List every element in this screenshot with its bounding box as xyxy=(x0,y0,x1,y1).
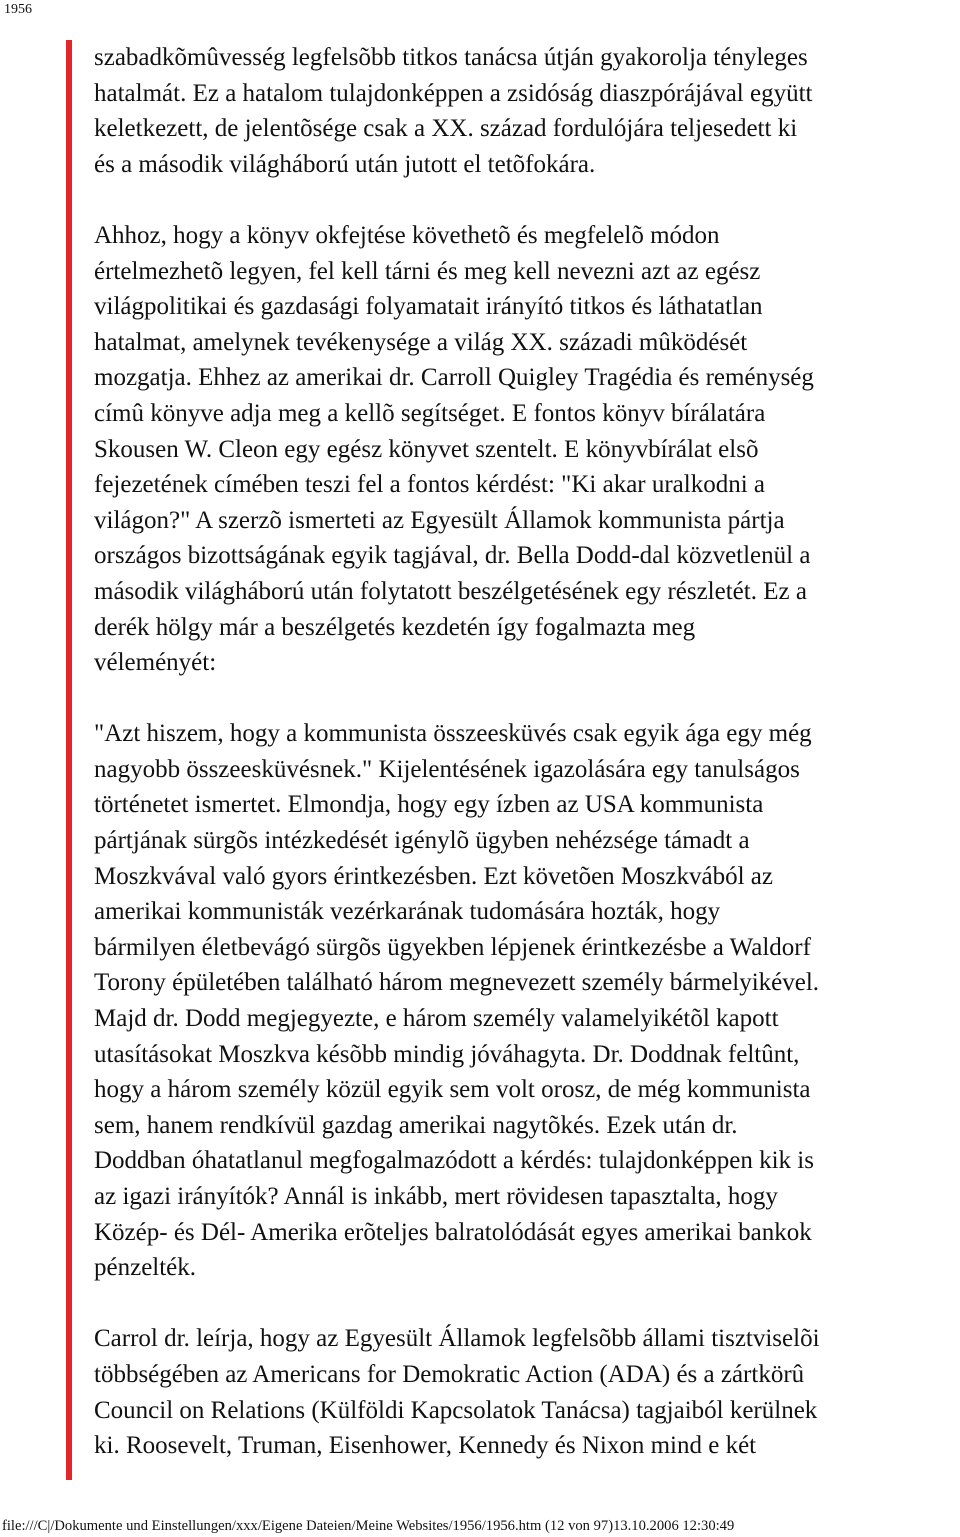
page-header-title: 1956 xyxy=(4,2,32,17)
text-line: sem, hanem rendkívül gazdag amerikai nagytõkés. Ezek után dr. xyxy=(94,1111,738,1139)
text-line: országos bizottságának egyik tagjával, dr. Bella Dodd-dal közvetlenül a xyxy=(94,542,811,570)
text-line: Ahhoz, hogy a könyv okfejtése követhetõ és megfelelõ módon xyxy=(94,221,720,249)
text-line: világpolitikai és gazdasági folyamatait irányító titkos és láthatatlan xyxy=(94,293,763,321)
text-line: véleményét: xyxy=(94,649,217,677)
text-line: Doddban óhatatlanul megfogalmazódott a kérdés: tulajdonképpen kik is xyxy=(94,1147,814,1175)
text-line: Torony épületében található három megnevezett személy bármelyikével. xyxy=(94,969,820,997)
margin-rule xyxy=(66,40,72,1480)
text-line: "Azt hiszem, hogy a kommunista összeesküvés csak egyik ága egy még xyxy=(94,720,812,748)
text-line: bármilyen életbevágó sürgõs ügyekben lépjenek érintkezésbe a Waldorf xyxy=(94,933,811,961)
text-line: Moszkvával való gyors érintkezésben. Ezt követõen Moszkvából az xyxy=(94,862,773,890)
paragraph-2 xyxy=(94,218,956,681)
text-line: Majd dr. Dodd megjegyezte, e három személy valamelyikétõl kapott xyxy=(94,1005,779,1033)
paragraph-1 xyxy=(94,40,956,182)
text-line: pártjának sürgõs intézkedését igénylõ ügyben nehézsége támadt a xyxy=(94,827,750,855)
text-line: címû könyve adja meg a kellõ segítséget. E fontos könyv bírálatára xyxy=(94,399,766,427)
document-body xyxy=(94,40,956,1499)
text-line: mozgatja. Ehhez az amerikai dr. Carroll Quigley Tragédia és reménység xyxy=(94,364,814,392)
text-line: ki. Roosevelt, Truman, Eisenhower, Kennedy és Nixon mind e két xyxy=(94,1432,757,1460)
text-line: hogy a három személy közül egyik sem volt orosz, de még kommunista xyxy=(94,1076,811,1104)
text-line: utasításokat Moszkva késõbb mindig jóváhagyta. Dr. Doddnak feltûnt, xyxy=(94,1040,800,1068)
paragraph-3 xyxy=(94,716,956,1286)
text-line: Council on Relations (Külföldi Kapcsolatok Tanácsa) tagjaiból kerülnek xyxy=(94,1396,818,1424)
text-line: derék hölgy már a beszélgetés kezdetén így fogalmazta meg xyxy=(94,613,696,641)
text-line: többségében az Americans for Demokratic Action (ADA) és a zártkörû xyxy=(94,1360,805,1388)
paragraph-4 xyxy=(94,1321,956,1463)
text-line: keletkezett, de jelentõsége csak a XX. század fordulójára teljesedett ki xyxy=(94,115,798,143)
text-line: történetet ismertet. Elmondja, hogy egy ízben az USA kommunista xyxy=(94,791,764,819)
text-line: Carrol dr. leírja, hogy az Egyesült Államok legfelsõbb állami tisztviselõi xyxy=(94,1325,820,1353)
text-line: Közép- és Dél- Amerika erõteljes balratolódását egyes amerikai bankok xyxy=(94,1218,812,1246)
text-line: második világháború után folytatott beszélgetésének egy részletét. Ez a xyxy=(94,577,807,605)
text-line: fejezetének címében teszi fel a fontos kérdést: "Ki akar uralkodni a xyxy=(94,471,766,499)
file-path-footer: file:///C|/Dokumente und Einstellungen/xxx/Eigene Dateien/Meine Websites/1956/1956.htm (12 von 97)13.10.2006 12:30:49 xyxy=(2,1518,735,1534)
text-line: értelmezhetõ legyen, fel kell tárni és meg kell nevezni azt az egész xyxy=(94,257,761,285)
text-line: hatalmát. Ez a hatalom tulajdonképpen a zsidóság diaszpórájával együtt xyxy=(94,79,813,107)
text-line: nagyobb összeesküvésnek." Kijelentésének igazolására egy tanulságos xyxy=(94,755,800,783)
text-line: Skousen W. Cleon egy egész könyvet szentelt. E könyvbírálat elsõ xyxy=(94,435,759,463)
text-line: és a második világháború után jutott el tetõfokára. xyxy=(94,150,596,178)
text-line: világon?" A szerzõ ismerteti az Egyesült Államok kommunista pártja xyxy=(94,506,785,534)
text-line: az igazi irányítók? Annál is inkább, mert rövidesen tapasztalta, hogy xyxy=(94,1183,778,1210)
text-line: pénzelték. xyxy=(94,1254,197,1282)
text-line: szabadkõmûvesség legfelsõbb titkos tanácsa útján gyakorolja tényleges xyxy=(94,44,808,71)
text-line: hatalmat, amelynek tevékenysége a világ XX. századi mûködését xyxy=(94,328,748,356)
text-line: amerikai kommunisták vezérkarának tudomására hozták, hogy xyxy=(94,898,721,926)
